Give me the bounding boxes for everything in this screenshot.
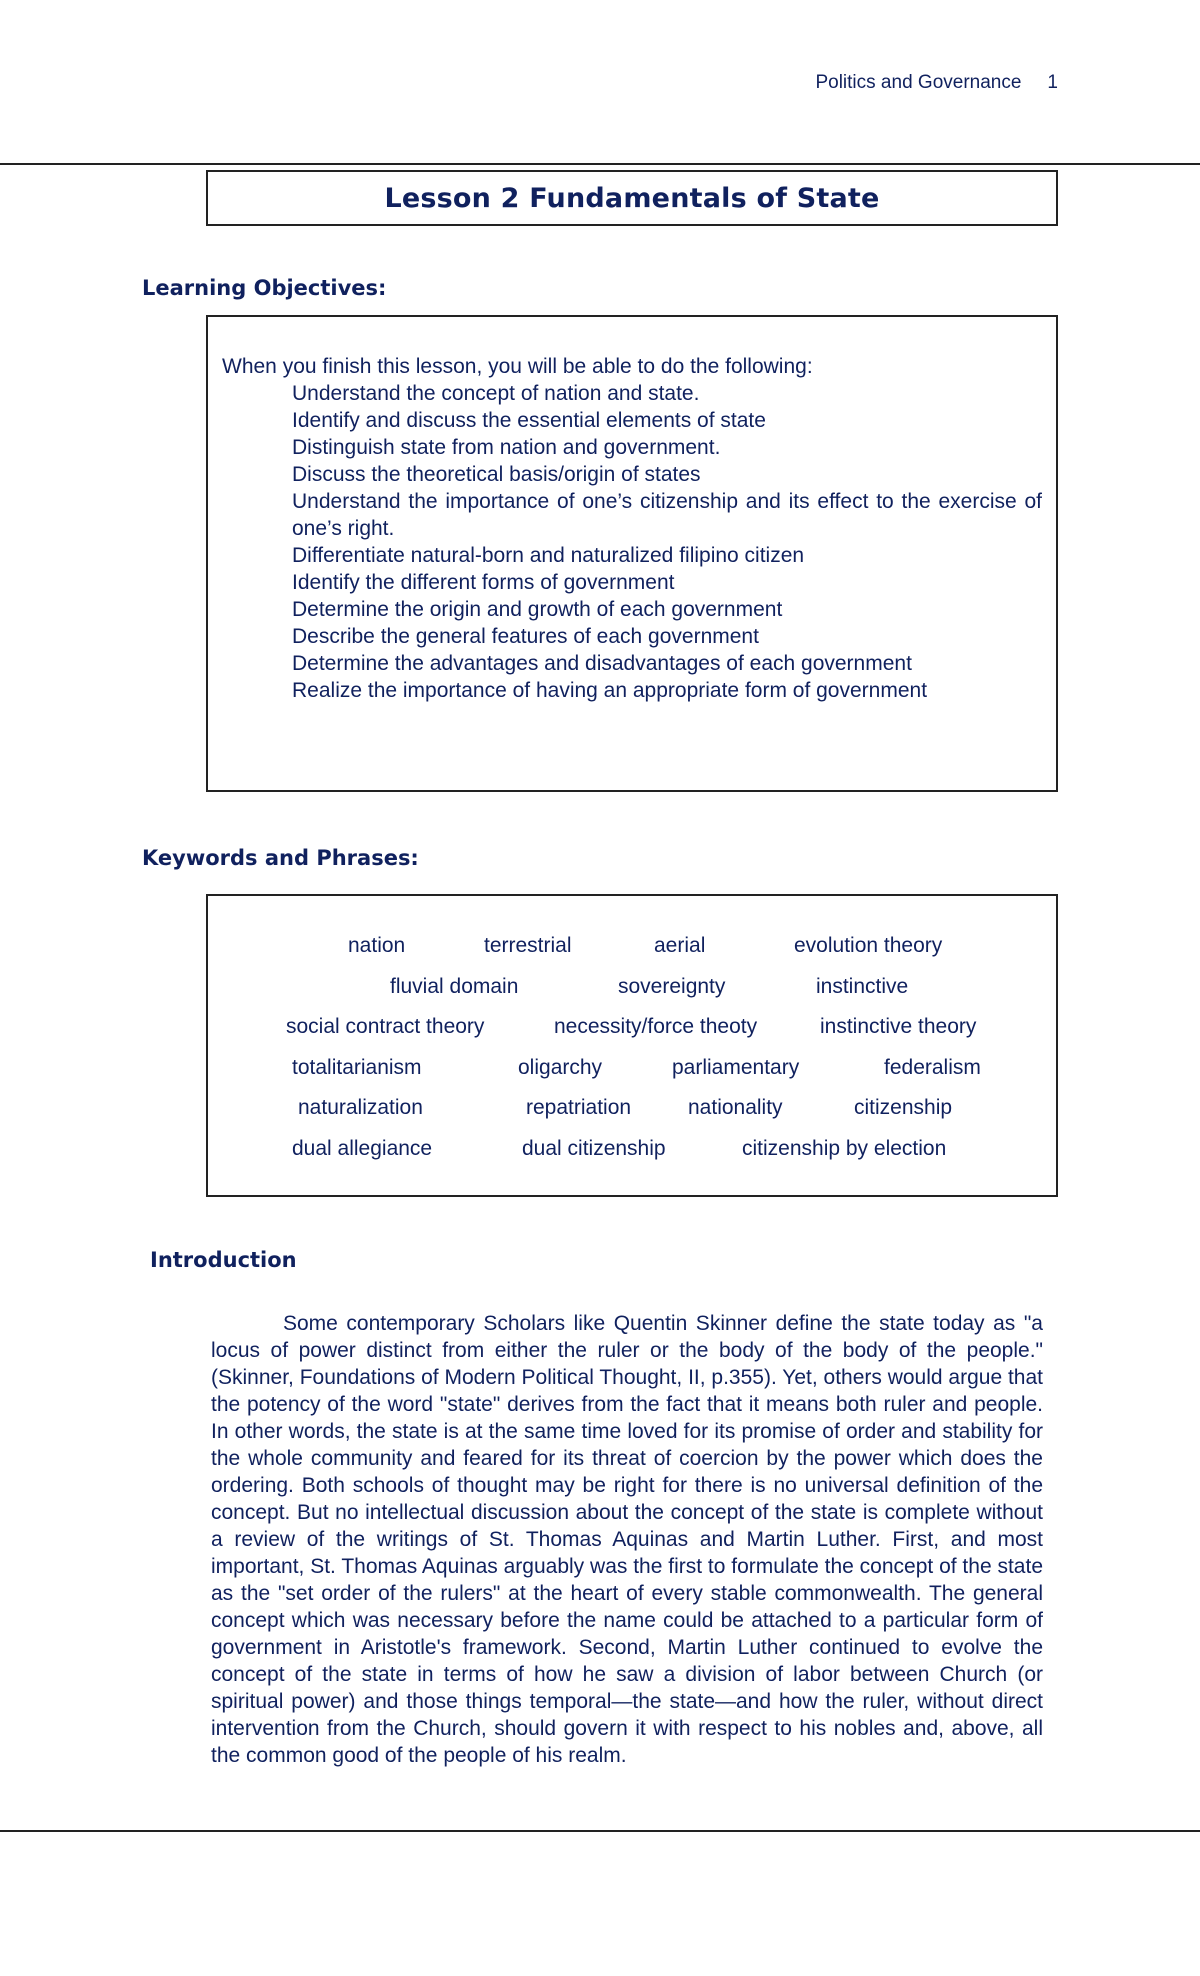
keyword: instinctive xyxy=(816,975,909,998)
objective-item: Differentiate natural-born and naturalized filipino citizen xyxy=(292,544,805,567)
keyword: repatriation xyxy=(526,1096,632,1119)
objectives-intro: When you finish this lesson, you will be able to do the following: xyxy=(222,355,813,378)
objectives-list xyxy=(292,380,1042,704)
objective-item: Understand the concept of nation and state. xyxy=(292,382,700,405)
keywords-heading: Keywords and Phrases: xyxy=(142,846,419,870)
objective-item: Distinguish state from nation and government. xyxy=(292,436,721,459)
lesson-title-box xyxy=(206,170,1058,226)
keyword: dual allegiance xyxy=(292,1137,433,1160)
learning-objectives-heading: Learning Objectives: xyxy=(142,276,387,300)
keyword: social contract theory xyxy=(286,1015,485,1038)
keyword: naturalization xyxy=(298,1096,423,1119)
keyword: citizenship by election xyxy=(742,1137,947,1160)
keyword: fluvial domain xyxy=(390,975,519,998)
keyword: totalitarianism xyxy=(292,1056,422,1079)
objectives-box xyxy=(206,315,1058,792)
keyword: oligarchy xyxy=(518,1056,603,1079)
keyword: evolution theory xyxy=(794,934,943,957)
running-header xyxy=(815,72,1058,94)
keyword: parliamentary xyxy=(672,1056,800,1079)
introduction-body: Some contemporary Scholars like Quentin Skinner define the state today as "a locus of power distinct from either the ruler or the body of the body of the people." (Skinner, Foundations of Modern Political Thought, II, p.355). Yet, others would argue that the potency of the word "state" derives from the fact that it means both ruler and people. In other words, the state is at the same time loved for its promise of order and stability for the whole community and feared for its threat of coercion by the power which does the ordering. Both schools of thought may be right for there is no universal definition of the concept. But no intellectual discussion about the concept of the state is complete without a review of the writings of St. Thomas Aquinas and Martin Luther. First, and most important, St. Thomas Aquinas arguably was the first to formulate the concept of the state as the "set order of the rulers" at the heart of every stable commonwealth. The general concept which was necessary before the name could be attached to a particular form of government in Aristotle's framework. Second, Martin Luther continued to evolve the concept of the state in terms of how he saw a division of labor between Church (or spiritual power) and those things temporal—the state—and how the ruler, without direct intervention from the Church, should govern it with respect to his nobles and, above, all the common good of the people of his realm. xyxy=(211,1312,1043,1767)
keyword: aerial xyxy=(654,934,706,957)
lesson-title: Lesson 2 Fundamentals of State xyxy=(384,182,880,214)
objective-item: Describe the general features of each government xyxy=(292,625,759,648)
objective-item: Discuss the theoretical basis/origin of states xyxy=(292,463,701,486)
keywords-box xyxy=(206,894,1058,1197)
keyword: instinctive theory xyxy=(820,1015,977,1038)
keyword: nationality xyxy=(688,1096,783,1119)
objective-item: Understand the importance of one’s citizenship and its effect to the exercise of one’s right. xyxy=(292,490,1042,540)
keyword: terrestrial xyxy=(484,934,572,957)
keyword: federalism xyxy=(884,1056,981,1079)
keyword: sovereignty xyxy=(618,975,726,998)
page-number: 1 xyxy=(1047,72,1058,93)
keyword: necessity/force theoty xyxy=(554,1015,758,1038)
objective-item: Identify and discuss the essential elements of state xyxy=(292,409,766,432)
keyword: citizenship xyxy=(854,1096,953,1119)
objective-item: Determine the origin and growth of each government xyxy=(292,598,783,621)
running-header-title: Politics and Governance xyxy=(815,72,1022,93)
introduction-heading: Introduction xyxy=(150,1248,297,1272)
bottom-rule xyxy=(0,1830,1200,1832)
keyword: nation xyxy=(348,934,406,957)
objective-item: Realize the importance of having an appropriate form of government xyxy=(292,679,928,702)
objective-item: Determine the advantages and disadvantages of each government xyxy=(292,652,912,675)
keyword: dual citizenship xyxy=(522,1137,666,1160)
objective-item: Identify the different forms of government xyxy=(292,571,675,594)
top-rule xyxy=(0,163,1200,165)
